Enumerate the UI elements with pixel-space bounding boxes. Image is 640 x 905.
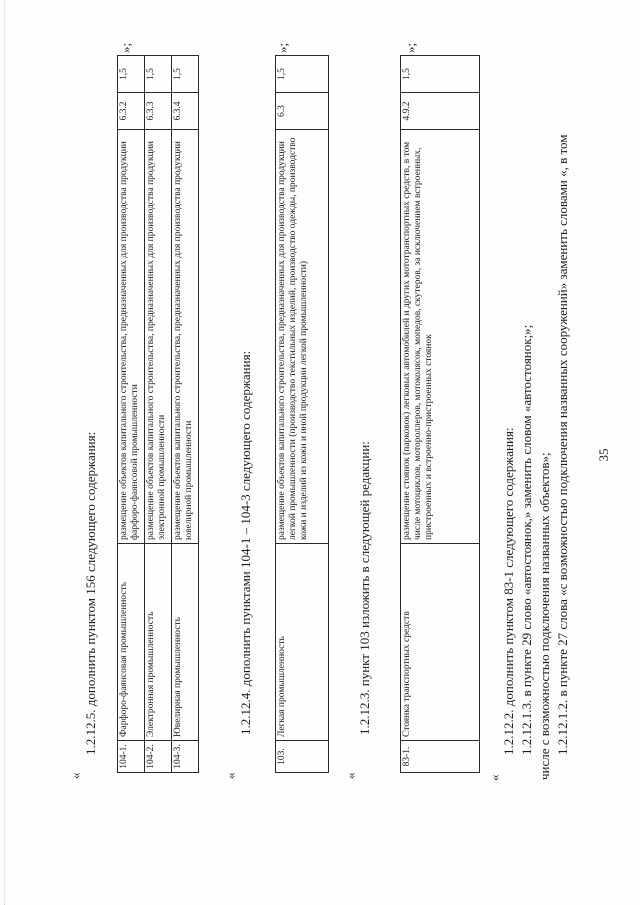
row-description: размещение объектов капитального строительства, предназначенных для производства продукции ювелирной промышленности: [172, 130, 199, 544]
paragraph-2: 1.2.12.1.3. в пункте 29 слово «автостоянок,» заменить словом «автостоянок;»;: [519, 324, 534, 755]
paragraph-5: 1.2.12.4. дополнить пунктами 104-1 – 104-3 следующего содержания:: [238, 350, 253, 735]
row-name: Легкая промышленность: [276, 544, 329, 741]
row-name: Фарфоро-фаянсовая промышленность: [118, 544, 145, 741]
row-value: 1,5: [276, 56, 329, 93]
row-name: Электронная промышленность: [145, 544, 172, 741]
table-row: [401, 56, 480, 773]
row-name: Ювелирная промышленность: [172, 544, 199, 741]
row-description: размещение объектов капитального строительства, предназначенных для производства продукции легкой промышленности (производство текстильных изделий, производство одежды, производство кожи и изделий из кожи и иной продукции легкой промышленности): [276, 130, 329, 544]
table-row: [172, 56, 199, 773]
paragraph-6: 1.2.12.5. дополнить пунктом 156 следующего содержания:: [83, 431, 98, 755]
quote-close: »;: [118, 42, 133, 53]
table-103: [275, 55, 329, 773]
row-value: 1,5: [172, 56, 199, 93]
quote-open: «: [343, 772, 358, 779]
row-code: 6.3.3: [145, 93, 172, 130]
row-number: 104-2.: [145, 741, 172, 773]
quote-open: «: [68, 772, 83, 779]
paragraph-4: 1.2.12.3. пункт 103 изложить в следующей редакции:: [357, 441, 372, 735]
row-number: 104-3.: [172, 741, 199, 773]
row-name: Стоянка транспортных средств: [401, 544, 480, 741]
quote-open: «: [223, 772, 238, 779]
page-number: 35: [596, 448, 611, 462]
row-number: 83-1.: [401, 741, 480, 773]
row-code: 6.3.2: [118, 93, 145, 130]
row-description: размещение стоянок (парковок) легковых автомобилей и других мототранспортных средств, в том числе мотоциклов, мотороллеров, мотоколясок, мопедов, скутеров, за исключением встроенных, пристроенных и встроенно-пристроенных стоянок: [401, 130, 480, 544]
table-83-1: [400, 55, 480, 773]
table-row: [276, 56, 329, 773]
table-104: [117, 55, 199, 773]
row-code: 6.3.4: [172, 93, 199, 130]
row-description: размещение объектов капитального строительства, предназначенных для производства продукции электронной промышленности: [145, 130, 172, 544]
quote-close: »;: [275, 42, 290, 53]
row-value: 1,5: [118, 56, 145, 93]
table-row: [145, 56, 172, 773]
paragraph-1-line-1: 1.2.12.1.2. в пункте 27 слова «с возможностью подключения названных сооружений» заменить словами «, в том: [555, 134, 570, 755]
quote-close: »;: [403, 42, 418, 53]
row-value: 1,5: [401, 56, 480, 93]
row-value: 1,5: [145, 56, 172, 93]
row-number: 104-1.: [118, 741, 145, 773]
row-code: 4.9.2: [401, 93, 480, 130]
row-description: размещение объектов капитального строительства, предназначенных для производства продукции фарфоро-фаянсовой промышленности: [118, 130, 145, 544]
row-number: 103.: [276, 741, 329, 773]
quote-open: «: [487, 774, 502, 781]
paragraph-1-line-2: числе с возможностью подключения названных объектов»;: [537, 452, 552, 780]
table-row: [118, 56, 145, 773]
paragraph-3: 1.2.12.2. дополнить пунктом 83-1 следующего содержания:: [501, 427, 516, 755]
row-code: 6.3: [276, 93, 329, 130]
